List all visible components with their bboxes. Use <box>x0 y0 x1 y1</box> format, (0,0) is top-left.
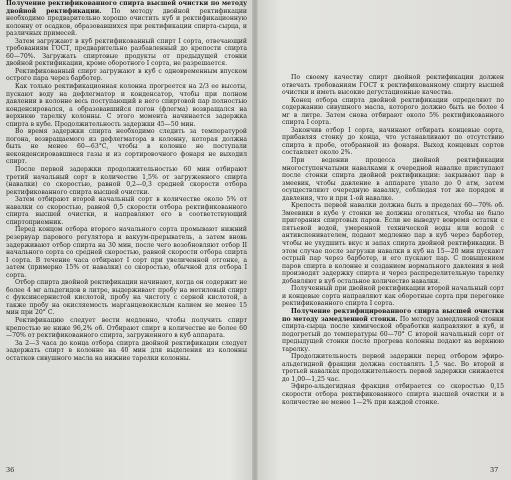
paragraph: После первой задержки продолжительностью 60 мин отбирают третий начальный сорт в количестве 1,5% от загруженного спирта (навалки) со скоростью, равной 0,2—0,3 средней скорости отбора ректификованного спирта высшей очистки. <box>6 166 247 196</box>
paragraph: Ректификованный спирт загружают в куб с одновременным впуском острого пара через барботер. <box>6 67 247 83</box>
paragraph: Продолжительность первой задержки перед отбором эфиро-альдегидной фракции должна составлять 1,5 час. Во второй и третьей навалках продолжительность первой задержки снижается до 1,00—1,25 час. <box>282 353 504 383</box>
paragraph: Закончив отбор I сорта, начинают отбирать концевые сорта, прибавляя стонку до конца, что устанавливают по отсутствию спирта в пробе, отобранной из фонаря. Выход концевых сортов составляет около 2%. <box>282 126 504 157</box>
section-heading: Получение ректифицированного спирта высшей очистки по методу замедленной стонки. <box>282 307 504 323</box>
right-page <box>258 0 511 480</box>
paragraph: При ведении процесса двойной ректификации многоступенчатыми навалками к очередной навалке приступают после стонки спирта двойной ректификации: закрывают пар в змеевик, чтобы давление в аппарате упало до 0 атм, затем осуществляют очередную навалку, соблюдая тот же порядок и давления, что и при 1-ой навалке. <box>282 157 504 202</box>
paragraph: Полученный при двойной ректификации второй начальный сорт и концевые сорта направляют как оборотные сорта при перегонке ректификованного спирта I сорта. <box>282 285 504 308</box>
paragraph: По своему качеству спирт двойной ректификации должен отвечать требованиям ГОСТ к ректификованному спирту высшей очистки и иметь высокие дегустационные качества. <box>282 74 504 97</box>
paragraph: Крепость первой навалки должна быть в пределах 60—70% об. Змеевики в кубе у стонки не должны оголяться, чтобы не было пригорания спиртовых паров. Если не выведут вовремя остатки с пятьевой водой, умеренной технической воды или водой с антивспенивателем, подают медленно пар в куб через барботер, чтобы не ухудшить вкус и запах спирта двойной ректификации. В этом случае после загрузки навалки в куб на 15—20 мин пускают острый пар через барботер, и его пускают пар. С повышением паров спирта в колонне и созданием нормального давления в ней производят задержку спирта и через распределительную тарелку добавляют в куб остальное количество навалки. <box>282 202 504 285</box>
page-number-left: 36 <box>6 466 15 474</box>
paragraph: Затем отбирают второй начальный сорт в количестве около 5% от навалки со скоростью, равной 0,5 скорости отбора ректификованного спирта высшей очистки, и направляют его в соответствующий спиртоприемник. <box>6 196 247 226</box>
paragraph: Получение ректификованного спирта высшей очистки по методу двойной ректификации. По методу двойной ректификации необходимо предварительно хорошо очистить куб и ректификационную колонну от осадков, образовавшихся при ректификации спирта-сырца, и различных примесей. <box>6 0 248 38</box>
paragraph: Конец отбора спирта двойной ректификации определяют по содержанию сивушного масла, которого должно быть не более 4 мг в литре. Затем снова отбирают около 5% ректификованного спирта I сорта. <box>282 96 504 127</box>
paragraph: Эфиро-альдегидная фракция отбирается со скоростью 0,15 скорости отбора ректификованного спирта высшей очистки и в количестве не менее 1—2% при каждой стонке. <box>282 383 504 406</box>
paragraph: Перед концом отбора второго начального сорта промывают нижний резервуар парового регулятора и вакуум-прерыватель, а затем вновь задерживают отбор спирта на 30 мин, после чего возобновляют отбор II начального сорта со средней скоростью, равной скорости отбора спирта I сорта. В течение часа отбирают I сорт при увеличенной отгонке, а затем (примерно 15% от навалки) со скоростью, обычной для отбора I сорта. <box>6 226 247 279</box>
paragraph: За 2—3 часа до конца отбора спирта двойной ректификации следует задержать спирт в колонне на 40 мин для выделения из колонны остатков сивушного масла на нижние тарелки колонны. <box>6 339 247 362</box>
paragraph: Ректификацию следует вести медленно, чтобы получить спирт крепостью не ниже 96,2% об. Отбирают спирт в количестве не более 60—70% от ректификованного спирта, загруженного в куб аппарата. <box>6 316 247 340</box>
right-page-text <box>282 74 504 406</box>
paragraph: Затем загружают в куб ректификованный спирт I сорта, отвечающий требованиям ГОСТ, предварительно разбавленный до крепости спирта 60—70%. Загружать спиртовые продукты от предыдущей стонки двойной ректификации, кроме оборотного I сорта, не разрешается. <box>6 37 247 68</box>
left-page-text <box>6 0 247 362</box>
page-number-right: 37 <box>490 466 499 474</box>
paragraph: Как только ректификационная колонна прогреется на 2/3 ее высоты, пускают воду на дефлегматор и конденсатор, чтобы при полном давлении в колонне весь поступающий в него спиртовой пар полностью конденсировался, а образовавшийся погон (флегма) возвращался на верхнюю тарелку колонны. С этого момента начинается задержка спирта в кубе. Продолжительность задержки 45—50 мин. <box>6 83 247 128</box>
paragraph: Во время задержки спирта необходимо следить за температурой погона, возвращаемого из дефлегматора в колонну, которая должна быть не менее 60—63°С, чтобы в колонке не поступали неконденсировавшиеся газы и из сортировочного фонаря не выходил спирт. <box>6 128 247 166</box>
paragraph: Получение ректифицированного спирта высшей очистки по методу замедленной стонки. По методу замедленной стонки спирта-сырца после химической обработки направляют в куб, и подогретый до температуры 60—70° С второй начальный сорт от предыдущей стонки после прогрева колонны подают на верхнюю тарелку. <box>282 307 504 353</box>
left-page <box>0 0 253 480</box>
paragraph: Отбор спирта двойной ректификации начинают, когда он содержит не более 4 мг альдегидов в литре, выдерживает пробу на метиловый спирт с фуксинсернистой кислотой, пробу на чистоту с серной кислотой, а также пробу на окисляемость марганцевокислым калием не менее 15 мин при 20° С. <box>6 279 248 317</box>
